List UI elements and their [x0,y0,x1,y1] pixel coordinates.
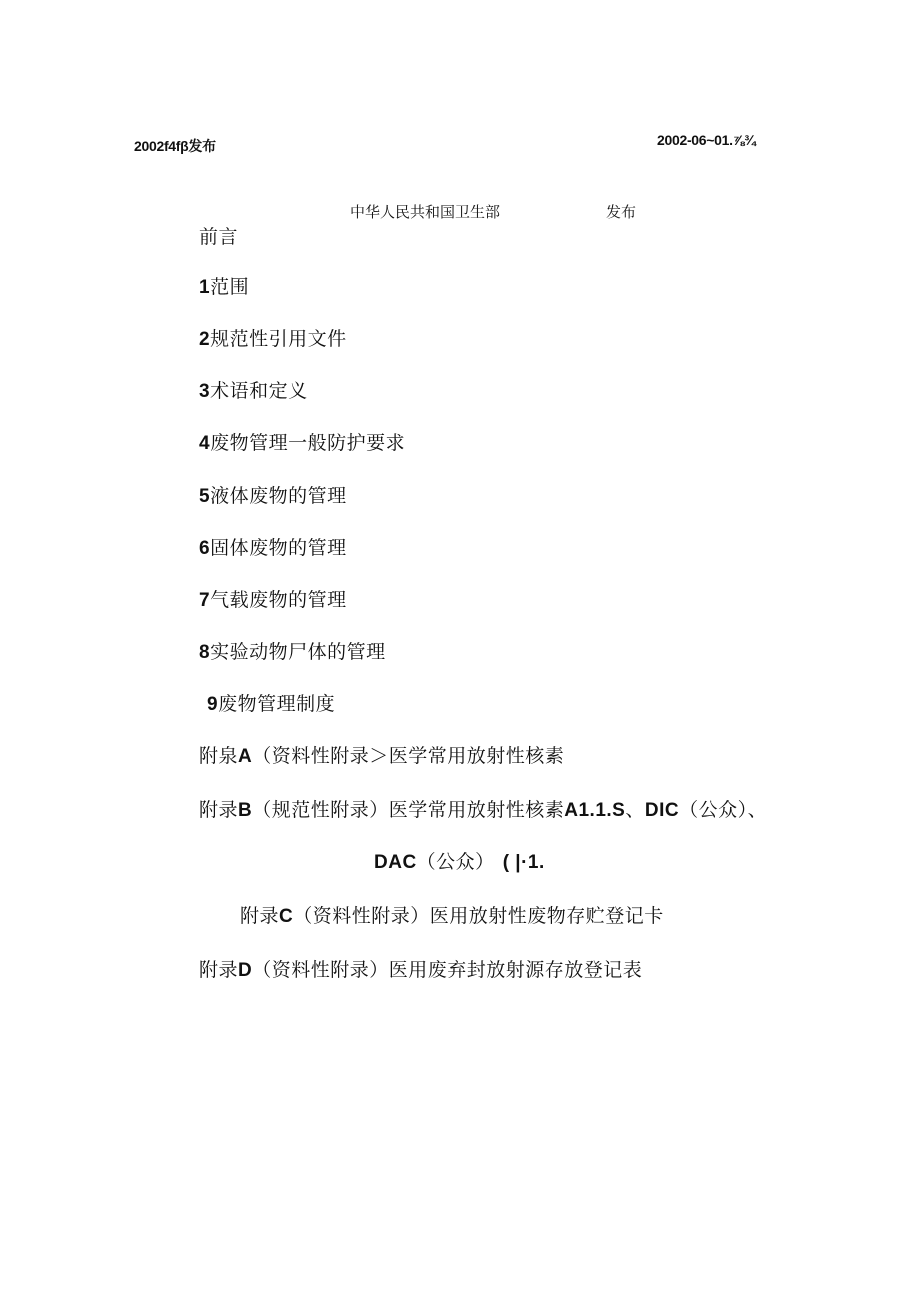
toc-item-label: 废物管理制度 [218,693,336,715]
toc-appendix-a [199,741,564,768]
toc-item [207,689,335,716]
appendix-dic-tail: （公众）、 [679,799,768,821]
appendix-dac: DAC [374,852,417,873]
toc-item-label: 规范性引用文件 [210,328,347,350]
appendix-letter: A [238,746,253,767]
toc-item-number: 3 [199,381,211,402]
appendix-separator: 、 [625,799,645,821]
toc-item [199,481,347,508]
release-date: 2002f4fβ发布 [134,138,216,154]
toc-item [199,585,347,612]
toc-item-label: 术语和定义 [210,380,308,402]
appendix-title: （资料性附录）医用放射性废物存贮登记卡 [293,905,664,927]
implement-date: 2002-06~01.⅞¾ [657,132,756,148]
toc-appendix-b [199,795,767,822]
toc-item-number: 9 [207,694,219,715]
toc-item [199,272,249,299]
appendix-dac-tail: ( |·1. [502,852,545,873]
appendix-title: （资料性附录＞医学常用放射性核素 [252,745,565,767]
toc-item-label: 气载废物的管理 [210,589,347,611]
toc-appendix-c [240,901,664,928]
toc-item-label: 废物管理一般防护要求 [210,432,406,454]
appendix-letter: D [238,960,253,981]
publisher-action: 发布 [606,203,637,221]
toc-item-label: 固体废物的管理 [210,537,347,559]
toc-appendix-d [199,955,642,982]
appendix-dic: DIC [644,800,680,821]
toc-item-number: 8 [199,642,211,663]
appendix-code: A1.1.S [564,800,626,821]
toc-item-number: 6 [199,538,211,559]
toc-item-number: 1 [199,277,211,298]
toc-item [199,428,405,455]
appendix-prefix: 附录 [240,905,280,927]
toc-item [199,533,347,560]
publisher-name: 中华人民共和国卫生部 [350,203,501,221]
appendix-title: （资料性附录）医用废弃封放射源存放登记表 [252,959,643,981]
toc-item-number: 5 [199,486,211,507]
toc-item-number: 4 [199,433,211,454]
toc-appendix-b-continued [374,847,545,874]
toc-item-label: 实验动物尸体的管理 [210,641,386,663]
appendix-prefix: 附录 [199,959,239,981]
toc-item [199,376,308,403]
appendix-letter: B [238,800,253,821]
appendix-prefix: 附录 [199,799,239,821]
toc-item-label: 范围 [210,276,250,298]
appendix-title: （规范性附录）医学常用放射性核素 [252,799,565,821]
toc-item-number: 2 [199,329,211,350]
toc-item [199,637,386,664]
toc-item-number: 7 [199,590,211,611]
appendix-letter: C [279,906,294,927]
toc-preface: 前言 [199,226,239,248]
appendix-dac-mid: （公众） [416,851,495,873]
appendix-prefix: 附泉 [199,745,239,767]
toc-item [199,324,347,351]
toc-item-label: 液体废物的管理 [210,485,347,507]
